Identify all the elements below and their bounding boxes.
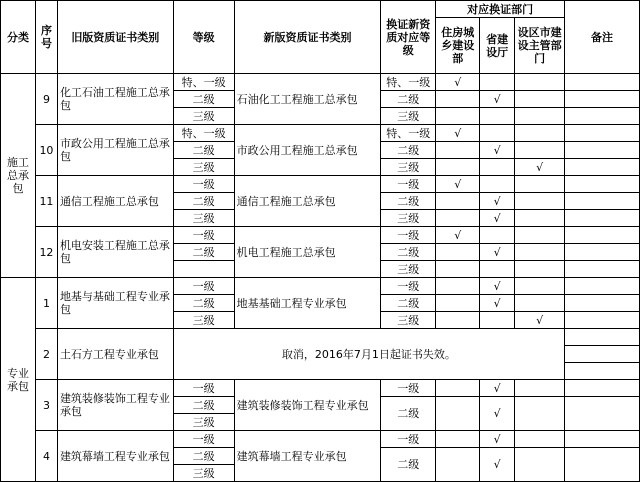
empty-cell: [565, 431, 640, 448]
empty-cell: [480, 312, 515, 329]
grade-cell: 一级: [173, 227, 234, 244]
empty-cell: [515, 210, 565, 227]
row-seq: 1: [35, 278, 57, 329]
empty-cell: [436, 193, 480, 210]
new-type-cell: 机电工程施工总承包: [234, 227, 381, 278]
empty-cell: [515, 176, 565, 193]
header-remark: 备注: [565, 1, 640, 74]
grade-cell: 一级: [173, 380, 234, 397]
row-seq: 12: [35, 227, 57, 278]
empty-cell: [436, 91, 480, 108]
check-mark: √: [480, 295, 515, 312]
grade-cell: 二级: [173, 91, 234, 108]
empty-cell: [515, 142, 565, 159]
new-grade-cell: 二级: [381, 91, 436, 108]
grade-cell: 一级: [173, 176, 234, 193]
cancel-note: 取消，2016年7月1日起证书失效。: [173, 329, 564, 380]
header-dept-housing: 住房城乡建设部: [436, 18, 480, 74]
empty-cell: [565, 261, 640, 278]
empty-cell: [436, 431, 480, 448]
new-grade-cell: 三级: [381, 312, 436, 329]
empty-cell: [565, 363, 640, 380]
empty-cell: [565, 295, 640, 312]
check-mark: √: [480, 448, 515, 482]
new-grade-cell: 特、一级: [381, 74, 436, 91]
empty-cell: [565, 142, 640, 159]
empty-cell: [565, 91, 640, 108]
check-mark: √: [480, 278, 515, 295]
empty-cell: [515, 278, 565, 295]
new-grade-cell: 一级: [381, 227, 436, 244]
empty-cell: [565, 74, 640, 91]
new-grade-cell: 二级: [381, 448, 436, 482]
empty-cell: [515, 261, 565, 278]
empty-cell: [436, 261, 480, 278]
grade-cell: 三级: [173, 108, 234, 125]
grade-cell: 特、一级: [173, 125, 234, 142]
row-seq: 9: [35, 74, 57, 125]
new-grade-cell: 三级: [381, 108, 436, 125]
header-category: 分类: [1, 1, 36, 74]
check-mark: √: [515, 159, 565, 176]
empty-cell: [565, 210, 640, 227]
check-mark: √: [480, 431, 515, 448]
check-mark: √: [436, 74, 480, 91]
empty-cell: [515, 91, 565, 108]
check-mark: √: [436, 125, 480, 142]
empty-cell: [565, 193, 640, 210]
empty-cell: [515, 448, 565, 482]
group-label-general: 施工总承包: [1, 74, 36, 278]
empty-cell: [565, 312, 640, 329]
header-new-grade: 换证新资质对应等级: [381, 1, 436, 74]
empty-cell: [480, 125, 515, 142]
new-grade-cell: 二级: [381, 244, 436, 261]
empty-cell: [515, 244, 565, 261]
old-type-cell: 机电安装工程施工总承包: [57, 227, 173, 278]
header-dept-province: 省建设厅: [480, 18, 515, 74]
empty-cell: [436, 108, 480, 125]
grade-cell: 特、一级: [173, 74, 234, 91]
empty-cell: [565, 176, 640, 193]
empty-cell: [480, 227, 515, 244]
old-type-cell: 化工石油工程施工总承包: [57, 74, 173, 125]
old-type-cell: 土石方工程专业承包: [57, 329, 173, 380]
new-grade-cell: 一级: [381, 380, 436, 397]
empty-cell: [436, 142, 480, 159]
new-type-cell: 石油化工工程施工总承包: [234, 74, 381, 125]
old-type-cell: 建筑装修装饰工程专业承包: [57, 380, 173, 431]
empty-cell: [515, 397, 565, 431]
grade-cell: 二级: [173, 448, 234, 465]
header-dept-city: 设区市建设主管部门: [515, 18, 565, 74]
check-mark: √: [480, 380, 515, 397]
new-grade-cell: 二级: [381, 295, 436, 312]
empty-cell: [436, 312, 480, 329]
new-grade-cell: 三级: [381, 261, 436, 278]
check-mark: √: [480, 244, 515, 261]
check-mark: √: [480, 142, 515, 159]
header-grade: 等级: [173, 1, 234, 74]
new-grade-cell: 二级: [381, 142, 436, 159]
grade-cell: 三级: [173, 312, 234, 329]
empty-cell: [480, 159, 515, 176]
empty-cell: [480, 108, 515, 125]
empty-cell: [565, 244, 640, 261]
grade-cell: 三级: [173, 210, 234, 227]
empty-cell: [436, 380, 480, 397]
grade-cell: 二级: [173, 397, 234, 414]
empty-cell: [565, 125, 640, 142]
empty-cell: [436, 295, 480, 312]
empty-cell: [436, 159, 480, 176]
old-type-cell: 建筑幕墙工程专业承包: [57, 431, 173, 482]
empty-cell: [565, 346, 640, 363]
header-old-type: 旧版资质证书类别: [57, 1, 173, 74]
check-mark: √: [480, 193, 515, 210]
header-new-type: 新版资质证书类别: [234, 1, 381, 74]
empty-cell: [480, 74, 515, 91]
empty-cell: [515, 74, 565, 91]
grade-cell: 三级: [173, 414, 234, 431]
empty-cell: [515, 295, 565, 312]
empty-cell: [515, 431, 565, 448]
empty-cell: [480, 176, 515, 193]
new-grade-cell: 一级: [381, 176, 436, 193]
empty-cell: [565, 278, 640, 295]
empty-cell: [515, 227, 565, 244]
check-mark: √: [480, 397, 515, 431]
grade-cell: 三级: [173, 159, 234, 176]
new-grade-cell: 三级: [381, 210, 436, 227]
grade-cell: 三级: [173, 465, 234, 482]
row-seq: 10: [35, 125, 57, 176]
grade-cell-empty: [173, 261, 234, 278]
grade-cell: 二级: [173, 193, 234, 210]
empty-cell: [565, 329, 640, 346]
row-seq: 2: [35, 329, 57, 380]
new-grade-cell: 特、一级: [381, 125, 436, 142]
empty-cell: [436, 210, 480, 227]
check-mark: √: [436, 176, 480, 193]
empty-cell: [436, 244, 480, 261]
empty-cell: [515, 108, 565, 125]
row-seq: 11: [35, 176, 57, 227]
empty-cell: [565, 108, 640, 125]
new-grade-cell: 二级: [381, 397, 436, 431]
new-type-cell: 建筑装修装饰工程专业承包: [234, 380, 381, 431]
empty-cell: [480, 261, 515, 278]
new-grade-cell: 一级: [381, 278, 436, 295]
grade-cell: 一级: [173, 278, 234, 295]
old-type-cell: 通信工程施工总承包: [57, 176, 173, 227]
empty-cell: [565, 159, 640, 176]
empty-cell: [436, 448, 480, 482]
empty-cell: [565, 380, 640, 397]
row-seq: 3: [35, 380, 57, 431]
new-grade-cell: 二级: [381, 193, 436, 210]
empty-cell: [436, 278, 480, 295]
new-type-cell: 地基基础工程专业承包: [234, 278, 381, 329]
empty-cell: [565, 397, 640, 431]
empty-cell: [515, 125, 565, 142]
check-mark: √: [480, 91, 515, 108]
check-mark: √: [480, 210, 515, 227]
old-type-cell: 市政公用工程施工总承包: [57, 125, 173, 176]
grade-cell: 二级: [173, 142, 234, 159]
check-mark: √: [515, 312, 565, 329]
check-mark: √: [436, 227, 480, 244]
empty-cell: [515, 193, 565, 210]
new-grade-cell: 三级: [381, 159, 436, 176]
grade-cell: 二级: [173, 244, 234, 261]
grade-cell: 一级: [173, 431, 234, 448]
old-type-cell: 地基与基础工程专业承包: [57, 278, 173, 329]
new-grade-cell: 一级: [381, 431, 436, 448]
header-dept-group: 对应换证部门: [436, 1, 565, 18]
empty-cell: [565, 448, 640, 482]
new-type-cell: 建筑幕墙工程专业承包: [234, 431, 381, 482]
new-type-cell: 通信工程施工总承包: [234, 176, 381, 227]
empty-cell: [565, 227, 640, 244]
grade-cell: 二级: [173, 295, 234, 312]
new-type-cell: 市政公用工程施工总承包: [234, 125, 381, 176]
header-seq: 序号: [35, 1, 57, 74]
empty-cell: [515, 380, 565, 397]
group-label-professional: 专业承包: [1, 278, 36, 482]
empty-cell: [436, 397, 480, 431]
row-seq: 4: [35, 431, 57, 482]
